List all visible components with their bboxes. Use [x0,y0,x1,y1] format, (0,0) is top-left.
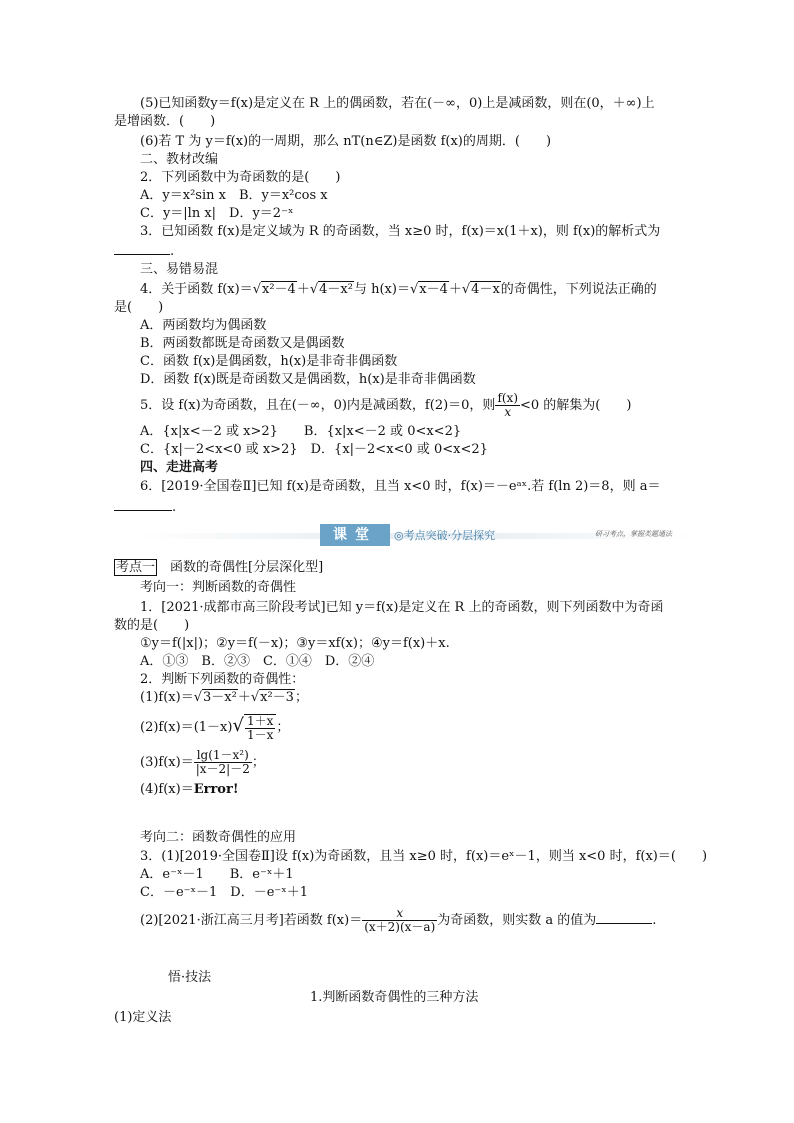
problem-2-stem: 2．下列函数中为奇函数的是( ) [140,170,341,185]
banner-subtitle: ◎考点突破·分层探究 [394,529,496,542]
answer-blank [596,911,652,924]
problem-4-option-c: C．函数 f(x)是偶函数，h(x)是非奇非偶函数 [140,354,398,369]
example-2-part2: (2)f(x)＝(1－x)√ $\frac{1+x}{1-x}$ ； [140,713,290,742]
example-1-line1: 1．[2021·成都市高三阶段考试]已知 y＝f(x)是定义在 R 上的奇函数，则下列函数中为奇函 [140,600,664,615]
example-3-part2: (2)[2021·浙江高三月考]若函数 f(x)＝ $\frac{x}{(x+2)(x-a)}$ 为奇函数，则实数 a 的值为 . [140,906,657,934]
key-point-1-heading: 考点一 函数的奇偶性[分层深化型] [116,560,324,575]
problem-2-options-ab: A．y＝x²sin x B．y＝x²cos x [140,188,328,203]
example-2-part4: (4)f(x)＝Error! [140,782,239,797]
key-point-box: 考点一 [116,560,156,575]
problem-5-stem: 5．设 f(x)为奇函数，且在(－∞，0)内是减函数，f(2)＝0，则 $\frac{f(x)}{x}$ <0 的解集为( ) [140,391,632,419]
banner-label: 课堂 [320,524,390,546]
problem-5-options-ab: A．{x|x<－2 或 x>2} B．{x|x<－2 或 0<x<2} [140,424,462,439]
direction-1-title: 考向一：判断函数的奇偶性 [140,580,297,595]
example-2-part3: (3)f(x)＝ $\frac{\text{lg(1－x²)}}{|x-2|-2}$ ； [140,748,265,776]
problem-4-option-b: B．两函数都既是奇函数又是偶函数 [140,336,345,351]
answer-blank [114,242,170,255]
technique-title: 悟·技法 [168,970,212,985]
direction-2-title: 考向二：函数奇偶性的应用 [140,830,297,845]
answer-blank [114,498,172,511]
fraction: $\frac{\text{lg(1－x²)}}{|x-2|-2}$ [195,748,250,776]
section-3-title: 三、易错易混 [140,262,219,277]
problem-4-option-d: D．函数 f(x)既是奇函数又是偶函数，h(x)是非奇非偶函数 [140,372,476,387]
section-4-title: 四、走进高考 [140,460,219,475]
problem-4-line1: 4．关于函数 f(x)＝√x²－4＋√4－x²与 h(x)＝√x－4＋√4－x的奇偶性，下列说法正确的 [140,282,657,297]
q6-line: (6)若 T 为 y＝f(x)的一周期，那么 nT(n∈Z)是函数 f(x)的周期．( ) [140,134,552,149]
q5-line2: 是增函数．( ) [114,114,216,129]
fraction: $\frac{f(x)}{x}$ [497,391,519,419]
fraction: $\frac{x}{(x+2)(x-a)}$ [364,906,436,934]
problem-4-line2: 是( ) [114,300,164,315]
example-1-list: ①y＝f(|x|)；②y＝f(－x)；③y＝xf(x)；④y＝f(x)＋x. [140,636,450,651]
problem-3-line1: 3．已知函数 f(x)是定义域为 R 的奇函数，当 x≥0 时，f(x)＝x(1＋x)，则 f(x)的解析式为 [140,224,661,239]
method-title: 1.判断函数奇偶性的三种方法 [310,990,479,1005]
banner-right-text: 研习考点，掌握类题通法 [595,530,672,538]
problem-6-line2: . [114,498,176,516]
problem-4-option-a: A．两函数均为偶函数 [140,318,267,333]
section-2-title: 二、教材改编 [140,152,219,167]
problem-3-line2: . [114,242,174,260]
classroom-banner [140,524,695,546]
method-definition: (1)定义法 [114,1010,172,1025]
problem-2-options-cd: C．y＝|ln x| D．y＝2⁻ˣ [140,206,294,221]
example-1-line2: 数的是( ) [114,618,190,633]
problem-5-options-cd: C．{x|－2<x<0 或 x>2} D．{x|－2<x<0 或 0<x<2} [140,442,488,457]
example-3-options-cd: C．－e⁻ˣ－1 D．－e⁻ˣ＋1 [140,885,309,900]
example-3-part1: 3．(1)[2019·全国卷Ⅱ]设 f(x)为奇函数，且当 x≥0 时，f(x)＝eˣ－1，则当 x<0 时，f(x)＝( ) [140,849,708,864]
example-1-options: A．①③ B．②③ C．①④ D．②④ [140,654,375,669]
example-3-options-ab: A．e⁻ˣ－1 B．e⁻ˣ＋1 [140,867,294,882]
example-2-stem: 2．判断下列函数的奇偶性： [140,672,305,687]
problem-6-line1: 6．[2019·全国卷Ⅱ]已知 f(x)是奇函数，且当 x<0 时，f(x)＝－eᵃˣ.若 f(ln 2)＝8，则 a＝ [140,479,661,494]
example-2-part1: (1)f(x)＝√3－x²＋√x²－3； [140,690,308,705]
fraction: $\frac{1+x}{1-x}$ [244,714,276,742]
q5-line1: (5)已知函数y＝f(x)是定义在 R 上的偶函数，若在(－∞，0)上是减函数，则在(0，＋∞)上 [140,96,655,111]
